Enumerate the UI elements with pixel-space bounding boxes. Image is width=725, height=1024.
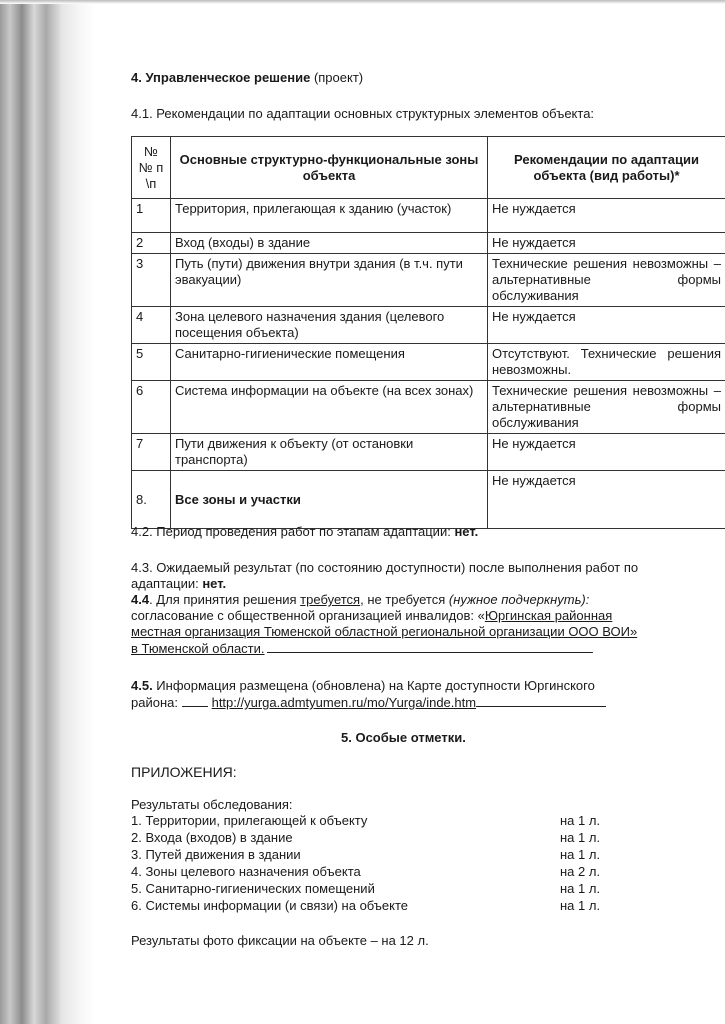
- list-item-pages: на 1 л.: [560, 813, 601, 828]
- row-rec: Не нуждается: [488, 307, 725, 344]
- table-row: [132, 199, 725, 233]
- blank-line: [182, 694, 208, 707]
- row-num: 4: [132, 307, 171, 344]
- list-item-pages: на 1 л.: [560, 830, 601, 845]
- p43-line2: адаптации: нет.: [131, 576, 227, 591]
- row-rec: Не нуждается: [488, 471, 725, 529]
- section4-heading: 4. Управленческое решение (проект): [131, 70, 364, 85]
- p43-line1: 4.3. Ожидаемый результат (по состоянию доступности) после выполнения работ по: [131, 560, 639, 575]
- row-zone: Вход (входы) в здание: [171, 233, 488, 254]
- row-num: 3: [132, 254, 171, 307]
- table-row: [132, 471, 725, 529]
- table-row: [132, 381, 725, 434]
- row-zone: Территория, прилегающая к зданию (участок): [171, 199, 488, 233]
- section41-text: 4.1. Рекомендации по адаптации основных структурных элементов объекта:: [131, 106, 595, 121]
- row-num: 2: [132, 233, 171, 254]
- row-zone: Путь (пути) движения внутри здания (в т.ч. пути эвакуации): [171, 254, 488, 307]
- list-item: 2. Входа (входов) в здание: [131, 830, 293, 845]
- list-item-pages: на 1 л.: [560, 847, 601, 862]
- row-zone: Система информации на объекте (на всех зонах): [171, 381, 488, 434]
- blank-line: [476, 694, 606, 707]
- row-num: 7: [132, 434, 171, 471]
- list-item-pages: на 1 л.: [560, 898, 601, 913]
- row-num: 8.: [132, 471, 171, 529]
- list-item: 5. Санитарно-гигиенических помещений: [131, 881, 375, 896]
- header-zone: Основные структурно-функциональные зоны объекта: [171, 137, 488, 199]
- row-zone: Все зоны и участки: [171, 471, 488, 529]
- table-row: [132, 254, 725, 307]
- row-rec: Технические решения невозможны – альтернативные формы обслуживания: [488, 254, 725, 307]
- photo-results: Результаты фото фиксации на объекте – на 12 л.: [131, 933, 429, 948]
- appendix-title: ПРИЛОЖЕНИЯ:: [131, 764, 237, 780]
- header-num: № № п \п: [132, 137, 171, 199]
- row-rec: Не нуждается: [488, 434, 725, 471]
- row-num: 6: [132, 381, 171, 434]
- table-row: [132, 233, 725, 254]
- p44-line2: согласование с общественной организацией инвалидов: «Юргинская районная: [131, 608, 613, 623]
- section5-heading: 5. Особые отметки.: [341, 730, 466, 745]
- table-row: [132, 307, 725, 344]
- p44-line3: местная организация Тюменской областной региональной организации ООО ВОИ»: [131, 624, 638, 639]
- row-num: 1: [132, 199, 171, 233]
- p44-line4: в Тюменской области.: [131, 640, 593, 657]
- p42-text: 4.2. Период проведения работ по этапам адаптации: нет.: [131, 524, 479, 539]
- list-item: 1. Территории, прилегающей к объекту: [131, 813, 368, 828]
- list-item: 4. Зоны целевого назначения объекта: [131, 864, 361, 879]
- table-header-row: [132, 137, 725, 199]
- header-rec: Рекомендации по адаптации объекта (вид работы)*: [488, 137, 725, 199]
- blank-line: [267, 640, 593, 653]
- p44-line1: 4.4. Для принятия решения требуется, не требуется (нужное подчеркнуть):: [131, 592, 590, 607]
- row-num: 5: [132, 344, 171, 381]
- adaptation-table: [131, 136, 725, 529]
- list-item: 6. Системы информации (и связи) на объекте: [131, 898, 409, 913]
- p45-line1: 4.5. Информация размещена (обновлена) на Карте доступности Юргинского: [131, 678, 595, 693]
- row-rec: Не нуждается: [488, 233, 725, 254]
- results-label: Результаты обследования:: [131, 797, 293, 812]
- row-zone: Зона целевого назначения здания (целевого посещения объекта): [171, 307, 488, 344]
- accessibility-map-link[interactable]: http://yurga.admtyumen.ru/mo/Yurga/inde.htm: [211, 695, 477, 710]
- table-row: [132, 434, 725, 471]
- row-rec: Отсутствуют. Технические решения невозможны.: [488, 344, 725, 381]
- row-zone: Пути движения к объекту (от остановки транспорта): [171, 434, 488, 471]
- list-item-pages: на 2 л.: [560, 864, 601, 879]
- list-item-pages: на 1 л.: [560, 881, 601, 896]
- row-rec: Технические решения невозможны – альтернативные формы обслуживания: [488, 381, 725, 434]
- list-item: 3. Путей движения в здании: [131, 847, 301, 862]
- row-zone: Санитарно-гигиенические помещения: [171, 344, 488, 381]
- row-rec: Не нуждается: [488, 199, 725, 233]
- table-row: [132, 344, 725, 381]
- p45-line2: района: http://yurga.admtyumen.ru/mo/Yurga/inde.htm: [131, 694, 606, 711]
